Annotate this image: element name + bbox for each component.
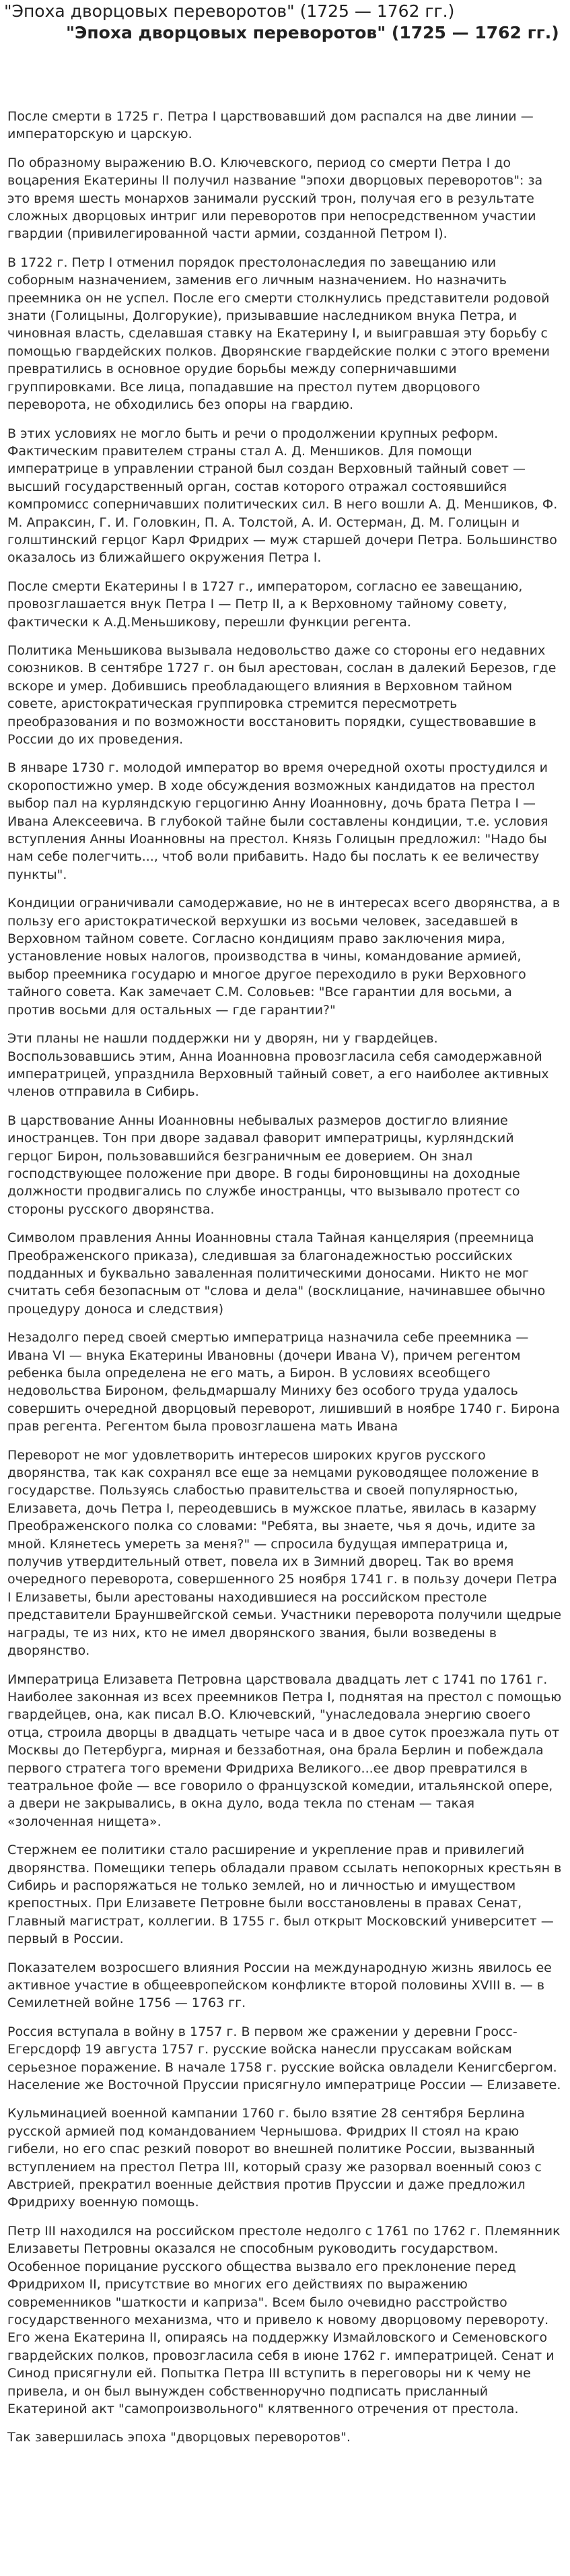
paragraph: Россия вступала в войну в 1757 г. В первом же сражении у деревни Гросс-Егерсдорф 19 августа 1757 г. русские войска нанесли пруссакам войскам серьезное поражение. В начале 1758 г. русские войска овладели Кенигсбергом. Население же Восточной Пруссии присягнуло императрице России — Елизавете. bbox=[7, 2024, 561, 2093]
paragraph: Политика Меньшикова вызывала недовольство даже со стороны его недавних союзников. В сентябре 1727 г. он был арестован, сослан в далекий Березов, где вскоре и умер. Добившись преобладающего влияния в Верховном тайном совете, аристократическая группировка стремится пересмотреть преобразования и по возможности восстановить порядки, существовавшие в России до их проведения. bbox=[7, 642, 557, 747]
paragraph: По образному выражению В.О. Ключевского, период со смерти Петра I до воцарения Екатерины II получил название "эпохи дворцовых переворотов": за это время шесть монархов занимали русский трон, получая его в результате сложных дворцовых интриг или переворотов при непосредственном участии гвардии (привилегированной части армии, созданной Петром I). bbox=[7, 155, 543, 242]
paragraph: Символом правления Анны Иоанновны стала Тайная канцелярия (преемница Преображенского приказа), следившая за благонадежностью российских подданных и буквально заваленная политическими доносами. Никто не мог считать себя безопасным от "слова и дела" (восклицание, начинавшее обычно процедуру доноса и следствия) bbox=[7, 1230, 546, 1317]
paragraph: Кондиции ограничивали самодержавие, но не в интересах всего дворянства, а в пользу его аристократической верхушки из восьми человек, заседавшей в Верховном тайном совете. Согласно кондициям право заключения мира, установление новых налогов, производства в чины, командование армией, выбор преемника государю и многое другое переходило в руки Верховного тайного совета. Как замечает С.М. Соловьев: "Все гарантии для восьми, а против восьми для остальных — где гарантии?" bbox=[7, 896, 561, 1018]
paragraph: В 1722 г. Петр I отменил порядок престолонаследия по завещанию или соборным назначением, заменив его личным назначением. Но назначить преемника он не успел. После его смерти столкнулись представители родовой знати (Голицыны, Долгорукие), призывавшие наследником внука Петра, и чиновная власть, сделавшая ставку на Екатерину I, и выигравшая эту борьбу с помощью гвардейских полков. Дворянские гвардейские полки с этого времени превратились в основное орудие борьбы между соперничавшими группировками. Все лица, попадавшие на престол путем дворцового переворота, не обходились без опоры на гвардию. bbox=[7, 255, 550, 413]
paragraph: Кульминацией военной кампании 1760 г. было взятие 28 сентября Берлина русской армией под командованием Чернышова. Фридрих II стоял на краю гибели, но его спас резкий поворот во внешней политике России, вызванный вступлением на престол Петра III, который сразу же разорвал военный союз с Австрией, прекратил военные действия против Пруссии и даже предложил Фридриху военную помощь. bbox=[7, 2106, 542, 2210]
paragraph: В январе 1730 г. молодой император во время очередной охоты простудился и скоропостижно умер. В ходе обсуждения возможных кандидатов на престол выбор пал на курляндскую герцогиню Анну Иоанновну, дочь брата Петра I — Ивана Алексеевича. В глубокой тайне были составлены кондиции, т.е. условия вступления Анны Иоанновны на престол. Князь Голицын предложил: "Надо бы нам себе полегчить..., чтоб воли прибавить. Надо бы послать к ее величеству пункты". bbox=[7, 760, 548, 882]
paragraph: Незадолго перед своей смертью императрица назначила себе преемника — Ивана VI — внука Екатерины Ивановны (дочери Ивана V), причем регентом ребенка была определена не его мать, а Бирон. В условиях всеобщего недовольства Бироном, фельдмаршалу Миниху без особого труда удалось совершить очередной дворцовый переворот, лишивший в ноябре 1740 г. Бирона прав регента. Регентом была провозглашена мать Ивана bbox=[7, 1330, 560, 1434]
paragraph: В царствование Анны Иоанновны небывалых размеров достигло влияние иностранцев. Тон при дворе задавал фаворит императрицы, курляндский герцог Бирон, пользовавшийся безграничным ее доверием. Он знал господствующее положение при дворе. В годы бироновщины на доходные должности продвигались по службе иностранцы, что вызывало протест со стороны русского дворянства. bbox=[7, 1113, 520, 1217]
article-body bbox=[7, 108, 563, 2457]
document-title: "Эпоха дворцовых переворотов" (1725 — 1762 гг.) bbox=[4, 1, 455, 21]
paragraph: В этих условиях не могло быть и речи о продолжении крупных реформ. Фактическим правителем страны стал А. Д. Меншиков. Для помощи императрице в управлении страной был создан Верховный тайный совет — высший государственный орган, состав которого отражал состоявшийся компромисс соперничавших политических сил. В него вошли А. Д. Меншиков, Ф. М. Апраксин, Г. И. Головкин, П. А. Толстой, А. И. Остерман, Д. М. Голицын и голштинский герцог Карл Фридрих — муж старшей дочери Петра. Большинство оказалось из ближайшего окружения Петра I. bbox=[7, 426, 558, 566]
paragraph: Показателем возросшего влияния России на международную жизнь явилось ее активное участие в общеевропейском конфликте второй половины XVIII в. — в Семилетней войне 1756 — 1763 гг. bbox=[7, 1960, 552, 2011]
paragraph: Императрица Елизавета Петровна царствовала двадцать лет с 1741 по 1761 г. Наиболее законная из всех преемников Петра I, поднятая на престол с помощью гвардейцев, она, как писал В.О. Ключевский, "унаследовала энергию своего отца, строила дворцы в двадцать четыре часа и в двое суток проезжала путь от Москвы до Петербурга, мирная и беззаботная, она брала Берлин и побеждала первого стратега того времени Фридриха Великого...ее двор превратился в театральное фойе — все говорило о французской комедии, итальянской опере, а двери не закрывались, в окна дуло, вода текла по стенам — такая «золоченная нищета». bbox=[7, 1672, 562, 1829]
paragraph: После смерти Екатерины I в 1727 г., императором, согласно ее завещанию, провозглашается внук Петра I — Петр II, а к Верховному тайному совету, фактически к А.Д.Меньшикову, перешли функции регента. bbox=[7, 579, 523, 630]
paragraph: Переворот не мог удовлетворить интересов широких кругов русского дворянства, так как сохранял все еще за немцами руководящее положение в государстве. Пользуясь слабостью правительства и своей популярностью, Елизавета, дочь Петра I, переодевшись в мужское платье, явилась в казарму Преображенского полка со словами: "Ребята, вы знаете, чья я дочь, идите за мной. Клянетесь умереть за меня?" — спросила будущая императрица и, получив утвердительный ответ, повела их в Зимний дворец. Так во время очередного переворота, совершенного 25 ноября 1741 г. в пользу дочери Петра I Елизаветы, были арестованы находившиеся на российском престоле представители Брауншвейгской семьи. Участники переворота получили щедрые награды, те из них, кто не имел дворянского звания, были возведены в дворянство. bbox=[7, 1447, 562, 1659]
paragraph: После смерти в 1725 г. Петра I царствовавший дом распался на две линии — императорскую и царскую. bbox=[7, 109, 534, 142]
paragraph: Петр III находился на российском престоле недолго с 1761 по 1762 г. Племянник Елизаветы Петровны оказался не способным руководить государством. Особенное порицание русского общества вызвало его преклонение перед Фридрихом II, присутствие во многих его действиях по выражению современников "шаткости и каприза". Всем было очевидно расстройство государственного механизма, что и привело к новому дворцовому перевороту. Его жена Екатерина II, опираясь на поддержку Измайловского и Семеновского гвардейских полков, провозгласила себя в июне 1762 г. императрицей. Сенат и Синод присягнули ей. Попытка Петра III вступить в переговоры ни к чему не привела, и он был вынужден собственноручно подписать присланный Екатериной акт "самопроизвольного" клятвенного отречения от престола. bbox=[7, 2223, 561, 2416]
paragraph: Стержнем ее политики стало расширение и укрепление прав и привилегий дворянства. Помещики теперь обладали правом ссылать непокорных крестьян в Сибирь и распоряжаться не только землей, но и личностью и имуществом крепостных. При Елизавете Петровне были восстановлены в правах Сенат, Главный магистрат, коллегии. В 1755 г. был открыт Московский университет — первый в России. bbox=[7, 1843, 562, 1947]
paragraph: Так завершилась эпоха "дворцовых переворотов". bbox=[7, 2430, 351, 2445]
paragraph: Эти планы не нашли поддержки ни у дворян, ни у гвардейцев. Воспользовавшись этим, Анна Иоанновна провозгласила себя самодержавной императрицей, упразднила Верховный тайный совет, а его наиболее активных членов отправила в Сибирь. bbox=[7, 1031, 549, 1100]
document-subtitle: "Эпоха дворцовых переворотов" (1725 — 1762 гг.) bbox=[66, 23, 559, 42]
